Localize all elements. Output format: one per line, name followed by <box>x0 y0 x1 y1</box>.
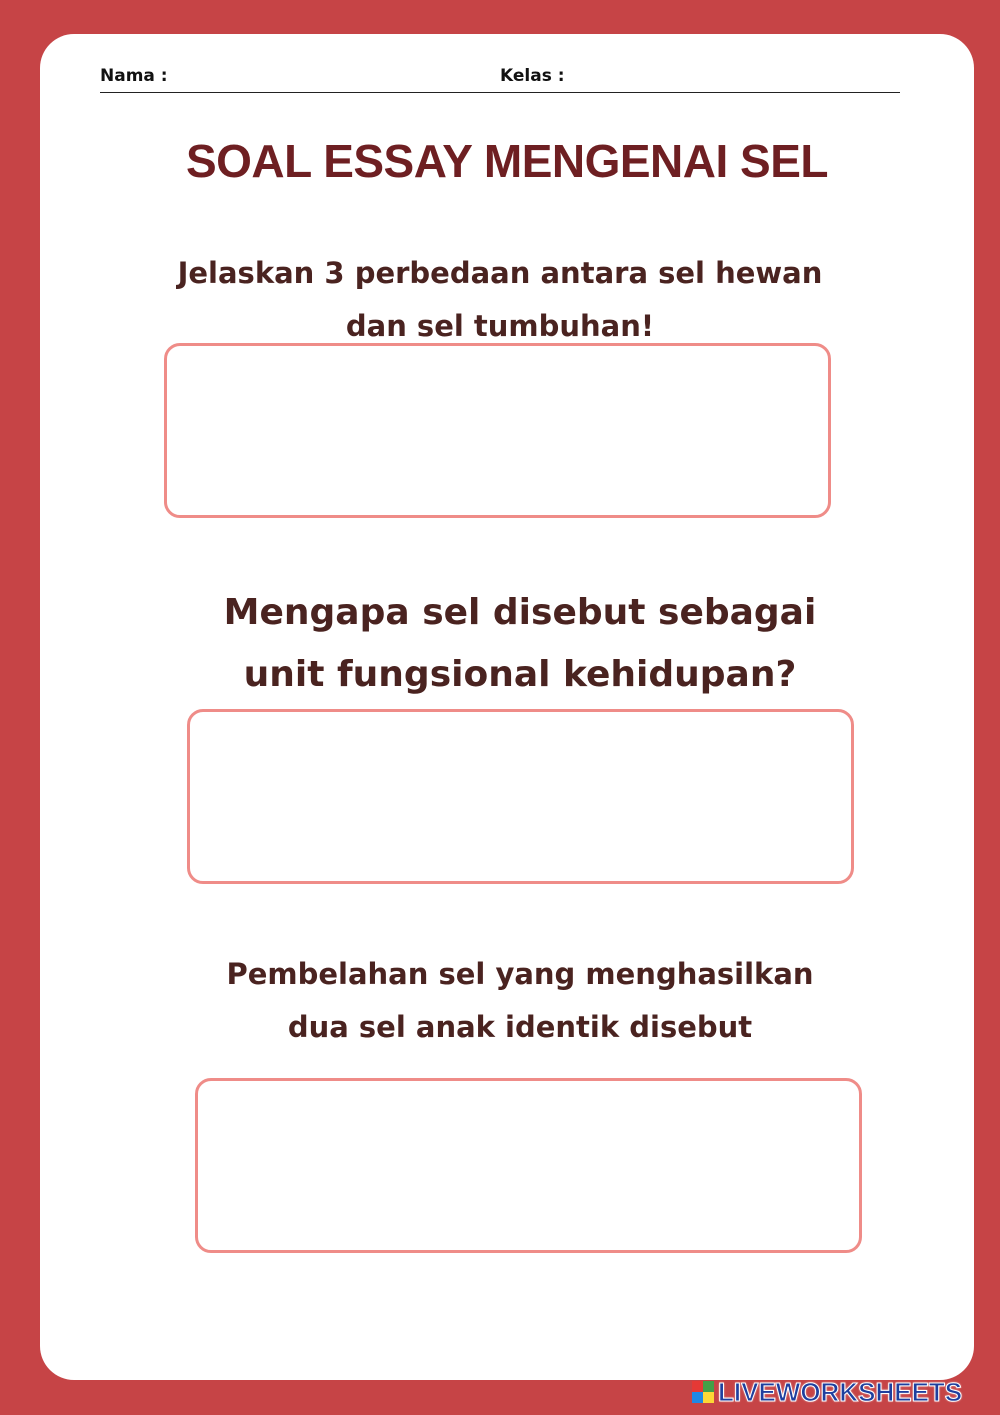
logo-square-blue <box>692 1392 703 1403</box>
question-1 <box>160 247 840 353</box>
logo-square-green <box>703 1381 714 1392</box>
question-3-line-1: Pembelahan sel yang menghasilkan <box>226 957 814 991</box>
page-title: SOAL ESSAY MENGENAI SEL <box>185 135 829 187</box>
name-label: Nama : <box>100 66 168 86</box>
question-1-line-1: Jelaskan 3 perbedaan antara sel hewan <box>177 256 823 290</box>
question-3 <box>220 948 820 1054</box>
logo-square-yellow <box>703 1392 714 1403</box>
worksheet-page <box>40 34 974 1380</box>
brand-text: LIVEWORKSHEETS <box>718 1376 963 1407</box>
logo-square-red <box>692 1381 703 1392</box>
question-2-line-1: Mengapa sel disebut sebagai <box>223 592 817 633</box>
liveworksheets-brand[interactable] <box>692 1377 962 1407</box>
question-1-line-2: dan sel tumbuhan! <box>345 309 655 343</box>
answer-box-3[interactable] <box>195 1078 862 1253</box>
question-3-line-2: dua sel anak identik disebut <box>287 1010 753 1044</box>
question-2 <box>190 582 850 706</box>
liveworksheets-logo-icon <box>692 1381 714 1403</box>
header-underline <box>100 92 900 93</box>
question-2-line-2: unit fungsional kehidupan? <box>243 654 797 695</box>
answer-box-2[interactable] <box>187 709 854 884</box>
class-label: Kelas : <box>500 66 565 86</box>
answer-box-1[interactable] <box>164 343 831 518</box>
